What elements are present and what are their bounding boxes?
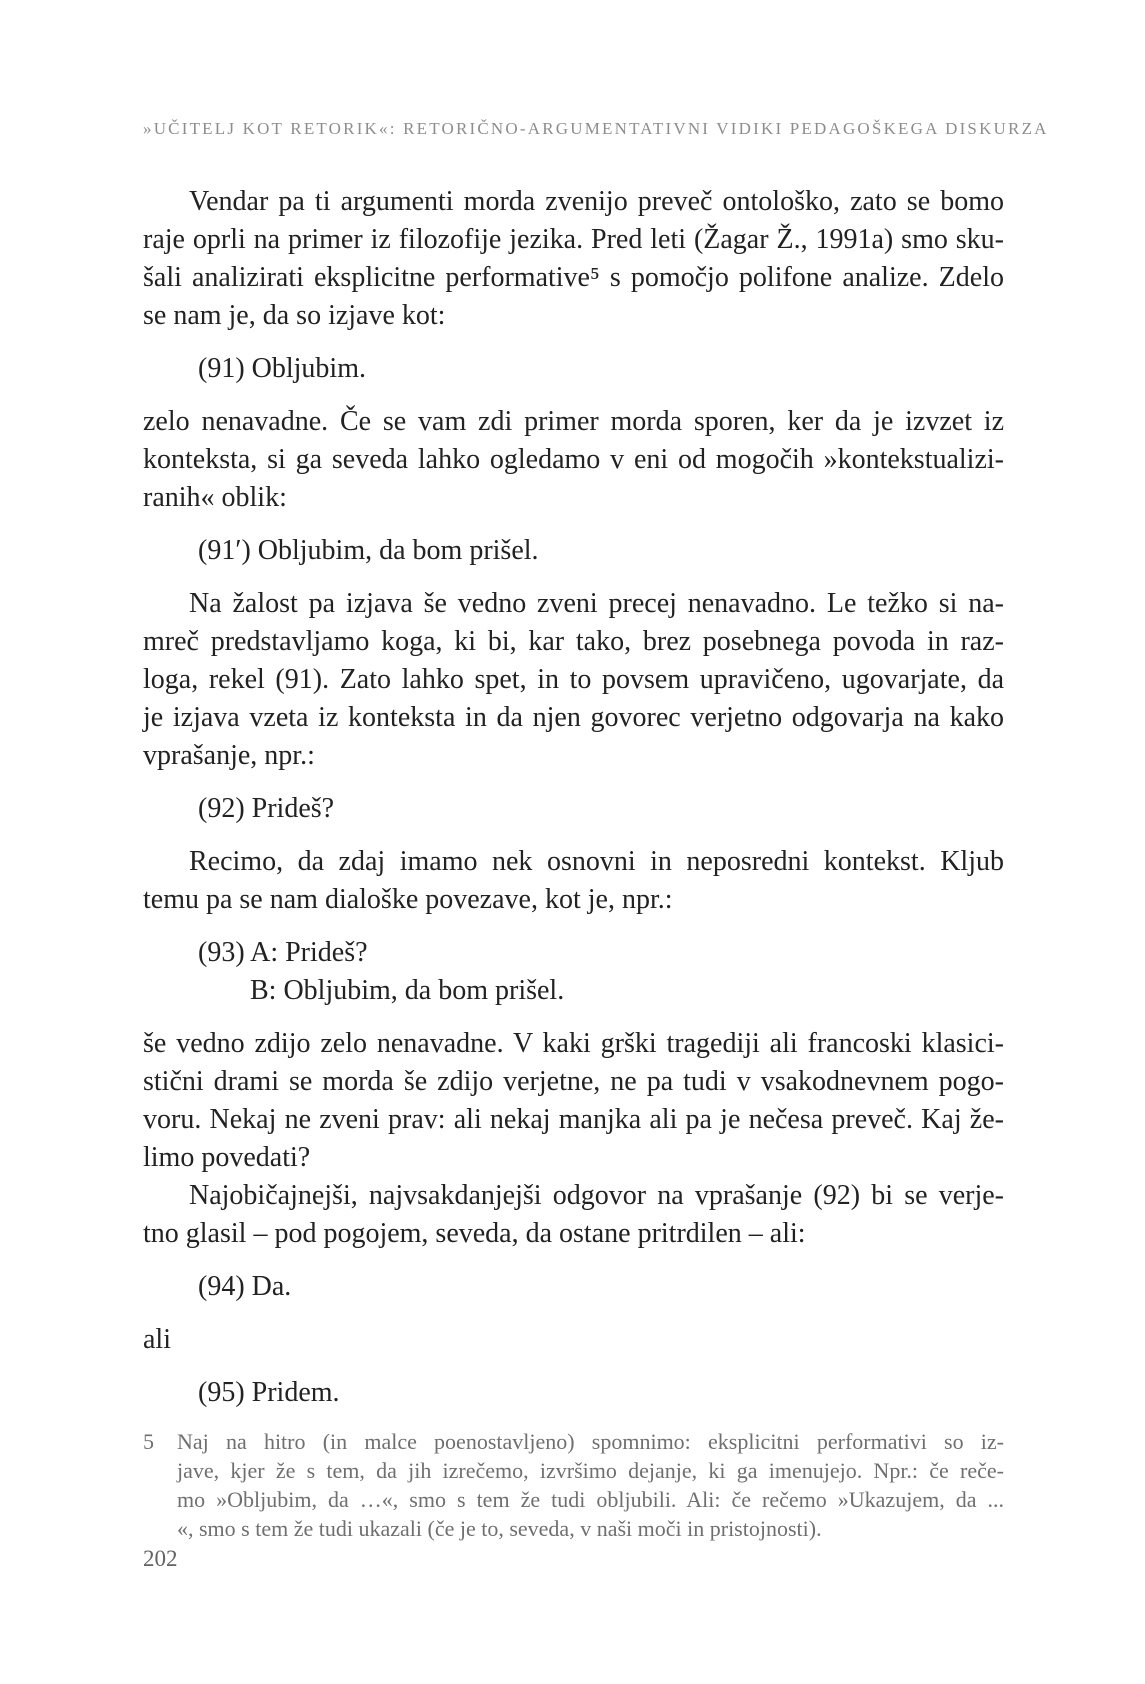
paragraph-continuation-1: zelo nenavadne. Če se vam zdi primer morda sporen, ker da je izvzet iz konteksta, si ga seveda lahko ogledamo v eni od mogočih »kontekstualizi- ranih« oblik: <box>143 406 1004 513</box>
page-number: 202 <box>143 1546 178 1571</box>
paragraph-najobicajnejsi: Najobičajnejši, najvsakdanjejši odgovor na vprašanje (92) bi se verje- tno glasil – pod pogojem, seveda, da ostane pritrdilen – ali: <box>143 1180 1004 1249</box>
example-93 <box>143 934 1004 1010</box>
footnote <box>143 1427 1004 1543</box>
footnote-text: Naj na hitro (in malce poenostavljeno) spomnimo: eksplicitni performativi so iz- jave, kjer že s tem, da jih izrečemo, izvršimo dejanje, ki ga imenujejo. Npr.: če reče- mo »Obljubim, da …«, smo s tem že tudi obljubili. Ali: če rečemo »Ukazujem, da ... «, smo s tem že tudi ukazali (če je to, seveda, v naši moči in pristojnosti). <box>177 1429 1004 1541</box>
example-93-speaker-b: B: Obljubim, da bom prišel. <box>250 975 565 1006</box>
example-91: (91) Obljubim. <box>198 353 366 384</box>
example-91-prime: (91′) Obljubim, da bom prišel. <box>198 535 539 566</box>
page-content <box>143 183 1004 1543</box>
example-95: (95) Pridem. <box>198 1377 340 1408</box>
running-header: »UČITELJ KOT RETORIK«: RETORIČNO-ARGUMENTATIVNI VIDIKI PEDAGOŠKEGA DISKURZA <box>143 119 1049 138</box>
example-93-speaker-a: (93) A: Prideš? <box>198 937 368 968</box>
footnote-marker: 5 <box>143 1429 154 1454</box>
paragraph-na-zalost: Na žalost pa izjava še vedno zveni precej nenavadno. Le težko si na- mreč predstavljamo koga, ki bi, kar tako, brez posebnega povoda in raz- loga, rekel (91). Zato lahko spet, in to povsem upravičeno, ugovarjate, da je izjava vzeta iz konteksta in da njen govorec verjetno odgovarja na kako vprašanje, npr.: <box>143 588 1004 771</box>
paragraph-intro: Vendar pa ti argumenti morda zvenijo preveč ontološko, zato se bomo raje oprli na primer iz filozofije jezika. Pred leti (Žagar Ž., 1991a) smo sku- šali analizirati eksplicitne performative⁵ s pomočjo polifone analize. Zdelo se nam je, da so izjave kot: <box>143 186 1004 331</box>
paragraph-recimo: Recimo, da zdaj imamo nek osnovni in neposredni kontekst. Kljub temu pa se nam dialoške povezave, kot je, npr.: <box>143 846 1004 915</box>
example-92: (92) Prideš? <box>198 793 335 824</box>
paragraph-continuation-2: še vedno zdijo zelo nenavadne. V kaki grški tragediji ali francoski klasici- stični drami se morda še zdijo verjetne, ne pa tudi v vsakodnevnem pogo- voru. Nekaj ne zveni prav: ali nekaj manjka ali pa je nečesa preveč. Kaj že- limo povedati? <box>143 1028 1004 1173</box>
example-94: (94) Da. <box>198 1271 292 1302</box>
connector-ali: ali <box>143 1324 171 1355</box>
